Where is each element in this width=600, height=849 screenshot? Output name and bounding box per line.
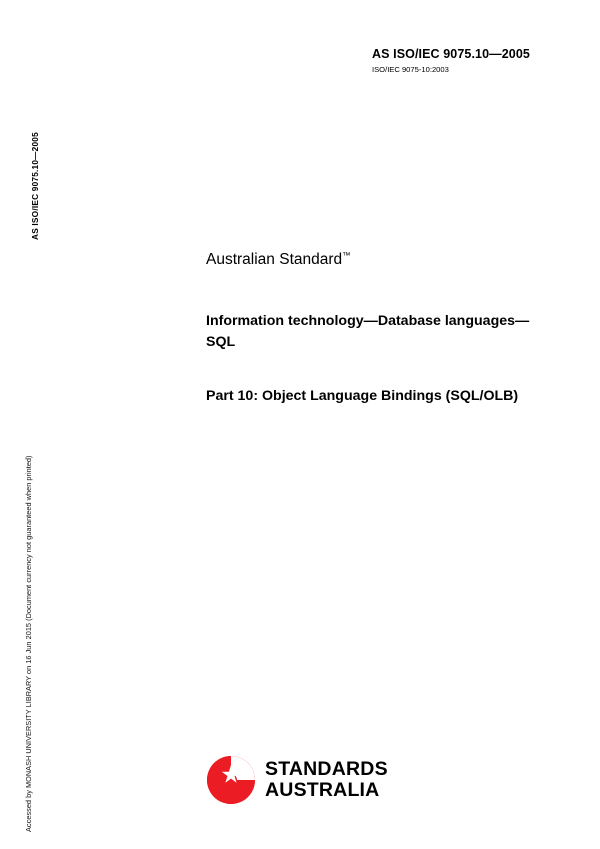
standard-identifier: AS ISO/IEC 9075.10—2005 bbox=[372, 47, 530, 61]
publisher-label: Australian Standard bbox=[206, 251, 343, 268]
logo-line-1: STANDARDS bbox=[265, 758, 388, 780]
iso-reference: ISO/IEC 9075-10:2003 bbox=[372, 65, 449, 74]
publisher-line bbox=[206, 250, 556, 269]
spine-standard-identifier: AS ISO/IEC 9075.10—2005 bbox=[30, 132, 40, 240]
title-block bbox=[206, 250, 556, 406]
document-header bbox=[372, 47, 530, 74]
trademark-symbol: ™ bbox=[342, 249, 351, 260]
logo-line-2: AUSTRALIA bbox=[265, 778, 380, 801]
publisher-logo bbox=[206, 755, 388, 805]
logo-wordmark bbox=[265, 760, 388, 800]
library-accession-stamp: Accessed by MONASH UNIVERSITY LIBRARY on 16 Jun 2015 (Document currency not guaranteed when printed) bbox=[24, 455, 33, 832]
document-title: Information technology—Database languages—SQL bbox=[206, 313, 530, 350]
part-title: Part 10: Object Language Bindings (SQL/OLB) bbox=[206, 387, 519, 404]
standards-australia-mark-icon bbox=[206, 755, 256, 805]
